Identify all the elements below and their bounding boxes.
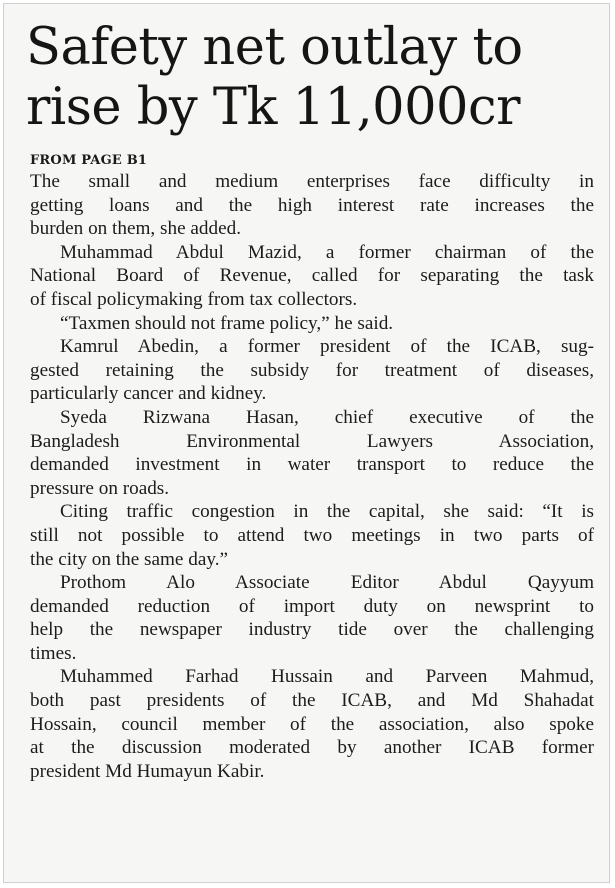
text-line: Muhammad Abdul Mazid, a former chairman of the <box>60 241 594 263</box>
text-line: Kamrul Abedin, a former president of the ICAB, sug- <box>60 336 594 358</box>
text-line: still not possible to attend two meetings in two parts of <box>30 524 594 546</box>
text-line: getting loans and the high interest rate increases the <box>30 194 594 216</box>
newspaper-clipping <box>3 3 610 883</box>
text-line: Muhammed Farhad Hussain and Parveen Mahmud, <box>60 666 594 688</box>
text-line: help the newspaper industry tide over the challenging <box>30 619 594 641</box>
text-line: “Taxmen should not frame policy,” he said. <box>60 312 394 334</box>
text-line: times. <box>30 642 77 664</box>
text-line: demanded investment in water transport to reduce the <box>30 454 594 476</box>
paragraph <box>30 665 594 783</box>
text-line: Hossain, council member of the association, also spoke <box>30 713 594 735</box>
text-line: Prothom Alo Associate Editor Abdul Qayyum <box>60 572 594 594</box>
text-line: both past presidents of the ICAB, and Md Shahadat <box>30 690 594 712</box>
text-line: burden on them, she added. <box>30 218 242 240</box>
paragraph <box>30 170 594 241</box>
continuation-kicker: FROM PAGE B1 <box>30 153 148 168</box>
text-line: National Board of Revenue, called for separating the task <box>30 265 594 287</box>
article-body <box>30 170 594 783</box>
text-line: at the discussion moderated by another ICAB former <box>30 737 594 759</box>
text-line: gested retaining the subsidy for treatment of diseases, <box>30 359 594 381</box>
text-line: Citing traffic congestion in the capital, she said: “It is <box>60 501 594 523</box>
text-line: the city on the same day.” <box>30 548 229 570</box>
headline-line: Safety net outlay to <box>26 18 523 77</box>
headline-line: rise by Tk 11,000cr <box>26 78 520 137</box>
text-line: particularly cancer and kidney. <box>30 383 267 405</box>
paragraph <box>30 406 594 500</box>
paragraph <box>30 241 594 312</box>
text-line: pressure on roads. <box>30 477 170 499</box>
paragraph <box>30 335 594 406</box>
paragraph <box>30 312 594 336</box>
text-line: The small and medium enterprises face difficulty in <box>30 171 594 192</box>
headline <box>26 18 606 138</box>
text-line: Bangladesh Environmental Lawyers Association, <box>30 430 594 452</box>
paragraph <box>30 500 594 571</box>
text-line: Syeda Rizwana Hasan, chief executive of the <box>60 406 594 428</box>
text-line: president Md Humayun Kabir. <box>30 760 265 782</box>
text-line: of fiscal policymaking from tax collectors. <box>30 288 358 310</box>
paragraph <box>30 571 594 665</box>
text-line: demanded reduction of import duty on newsprint to <box>30 595 594 617</box>
